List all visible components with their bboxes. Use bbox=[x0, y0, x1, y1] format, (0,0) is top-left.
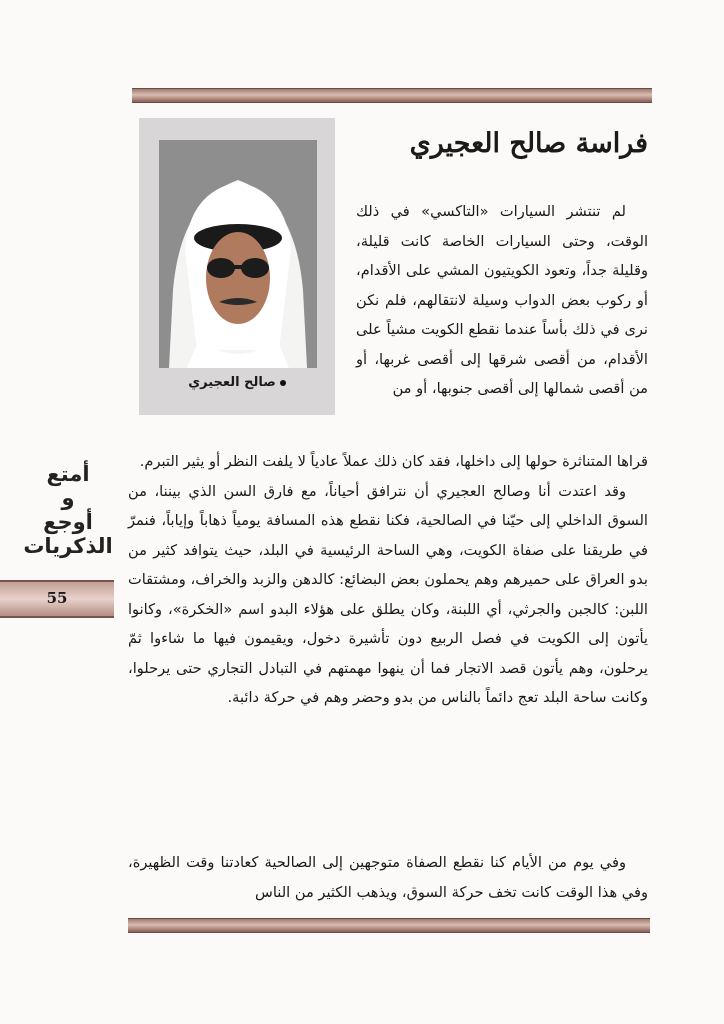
caption-text: صالح العجيري bbox=[188, 375, 276, 390]
article-title: فراسة صالح العجيري bbox=[409, 128, 648, 159]
side-title-line-1: أمتع bbox=[46, 462, 90, 486]
paragraph-3: وفي يوم من الأيام كنا نقطع الصفاة متوجهين إلى الصالحية كعادتنا وقت الظهيرة، وفي هذا الوقت كانت تخف حركة السوق، ويذهب الكثير من الناس bbox=[128, 854, 648, 901]
side-title-line-4: الذكريات bbox=[23, 534, 113, 558]
bottom-decorative-rule bbox=[128, 918, 650, 933]
photo-caption bbox=[139, 375, 335, 390]
paragraph-1-part-2: قراها المتناثرة حولها إلى داخلها، فقد كان ذلك عملاً عادياً لا يلفت النظر أو يثير التبرم. bbox=[139, 453, 648, 470]
paragraph-2: وقد اعتدت أنا وصالح العجيري أن نترافق أحياناً، مع فارق السن الذي بيننا، من السوق الداخلي إلى حيّنا في الصالحية، فكنا نقطع هذه المسافة يومياً ذهاباً وإياباً، فنمرّ في طريقنا على صفاة الكويت، وهي الساحة الرئيسية في البلد، حيث يتوافد كثير من بدو العراق على حميرهم وهم يحملون بعض البضائع: كالدهن والزبد والخراف، ومشتقات اللبن: كالجبن والجرثي، أي اللبنة، وكان يطلق على هؤلاء البدو اسم «الخكرة»، وكانوا يأتون إلى الكويت في فصل الربيع دون تأشيرة دخول، ويقيمون فيها ما شاءوا ثمّ يرحلون، وهم يأتون قصد الاتجار فما أن ينهوا مهمتهم في التبادل التجاري حتى يرحلوا، وكانت ساحة البلد تعج دائماً بالناس من بدو وحضر وهم في حركة دائبة. bbox=[128, 482, 648, 706]
top-decorative-rule bbox=[132, 88, 652, 103]
caption-bullet bbox=[280, 380, 286, 386]
portrait-illustration bbox=[159, 140, 317, 368]
portrait-photo bbox=[159, 140, 317, 368]
side-title-line-2: و bbox=[61, 486, 75, 510]
book-side-title bbox=[18, 462, 118, 558]
page-number: 55 bbox=[46, 589, 68, 607]
paragraph-1-part-1: لم تنتشر السيارات «التاكسي» في ذلك الوقت، وحتى السيارات الخاصة كانت قليلة، وقليلة جداً، وتعود الكويتيون المشي على الأقدام، أو ركوب بعض الدواب وسيلة لانتقالهم، فلم نكن نرى في ذلك بأساً عندما نقطع الكويت مشياً على الأقدام، من أقصى شرقها إلى أقصى غربها، أو من أقصى شمالها إلى أقصى جنوبها، أو من bbox=[356, 203, 648, 397]
photo-frame bbox=[139, 118, 335, 415]
intro-column bbox=[356, 197, 648, 404]
page-number-tab bbox=[0, 580, 114, 618]
main-column bbox=[128, 447, 648, 713]
closing-column bbox=[128, 848, 648, 907]
side-title-line-3: أوجع bbox=[43, 510, 93, 534]
